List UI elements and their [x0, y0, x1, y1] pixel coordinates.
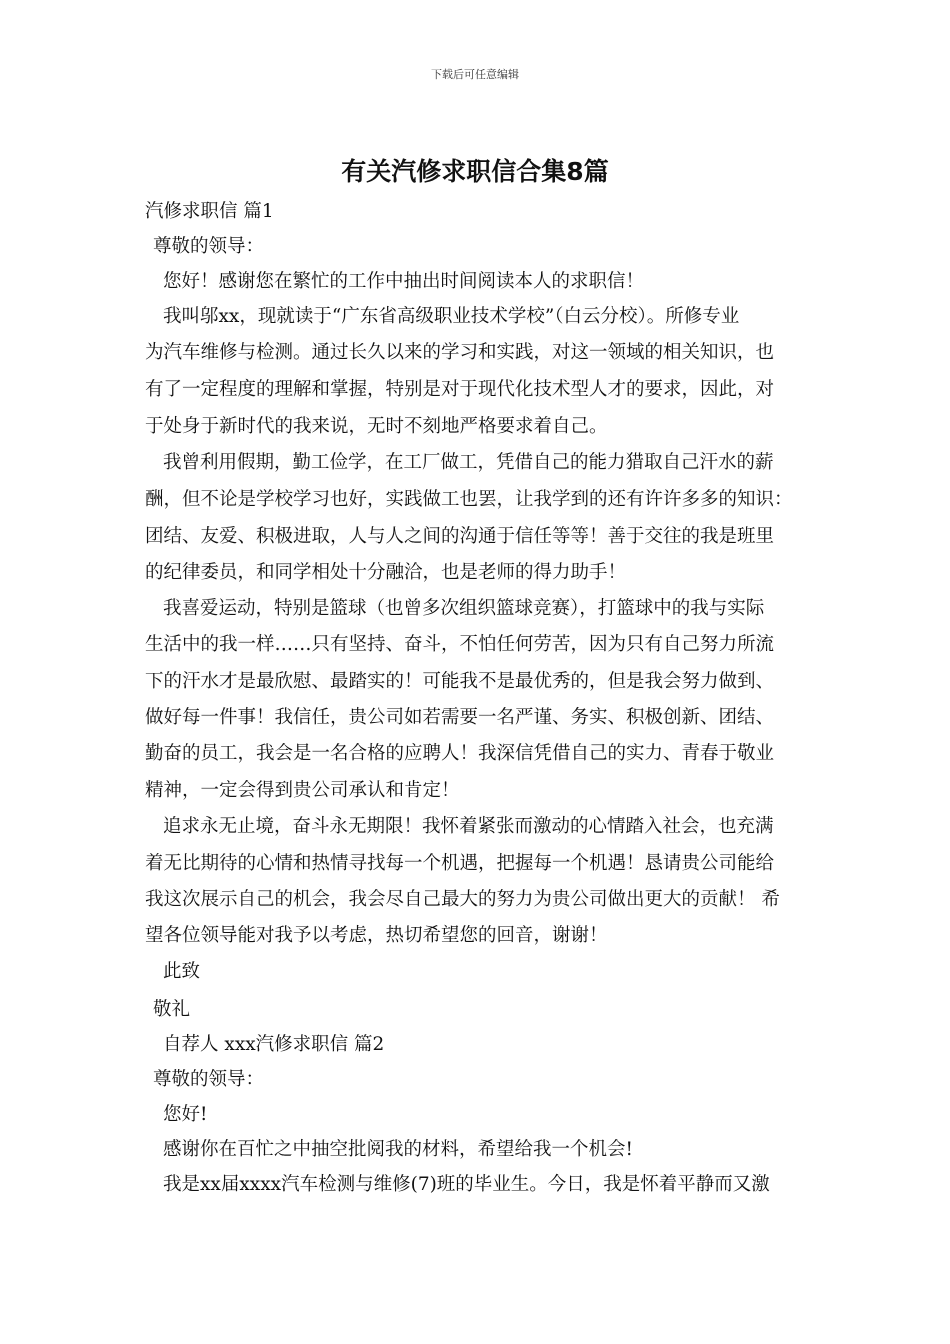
text-line: 为汽车维修与检测。通过长久以来的学习和实践，对这一领域的相关知识，也 [145, 342, 775, 363]
text-line: 生活中的我一样……只有坚持、奋斗，不怕任何劳苦，因为只有自己努力所流 [145, 634, 775, 655]
text-line: 尊敬的领导： [153, 236, 265, 257]
text-line: 我曾利用假期，勤工俭学，在工厂做工，凭借自己的能力猎取自己汗水的薪 [163, 452, 774, 473]
section-heading-line: 自荐人 xxx汽修求职信 篇2 [163, 1034, 385, 1055]
text-line: 下的汗水才是最欣慰、最踏实的！可能我不是最优秀的，但是我会努力做到、 [145, 671, 775, 692]
text-line: 的纪律委员，和同学相处十分融洽，也是老师的得力助手！ [145, 562, 627, 583]
text-line: 团结、友爱、积极进取，人与人之间的沟通于信任等等！善于交往的我是班里 [145, 526, 775, 547]
text-line: 我是xx届xxxx汽车检测与维修(7)班的毕业生。今日，我是怀着平静而又激 [163, 1174, 770, 1195]
text-line: 追求永无止境，奋斗永无期限！我怀着紧张而激动的心情踏入社会，也充满 [163, 816, 774, 837]
text-line: 做好每一件事！我信任，贵公司如若需要一名严谨、务实、积极创新、团结、 [145, 707, 775, 728]
text-line: 有了一定程度的理解和掌握，特别是对于现代化技术型人才的要求，因此，对 [145, 379, 775, 400]
text-line: 我叫邬xx，现就读于“广东省高级职业技术学校”（白云分校）。所修专业 [163, 306, 740, 327]
section-heading-line: 汽修求职信 篇1 [145, 201, 274, 222]
text-line: 您好！感谢您在繁忙的工作中抽出时间阅读本人的求职信！ [163, 271, 645, 292]
text-line: 敬礼 [153, 999, 191, 1020]
document-title: 有关汽修求职信合集8篇 [341, 157, 609, 186]
text-line: 我这次展示自己的机会，我会尽自己最大的努力为贵公司做出更大的贡献！ 希 [145, 889, 780, 910]
text-line: 感谢你在百忙之中抽空批阅我的材料，希望给我一个机会! [163, 1139, 633, 1160]
page-header: 下载后可任意编辑 [431, 68, 519, 81]
text-line: 我喜爱运动，特别是篮球（也曾多次组织篮球竞赛），打篮球中的我与实际 [163, 598, 765, 619]
text-line: 于处身于新时代的我来说，无时不刻地严格要求着自己。 [145, 416, 608, 437]
text-line: 尊敬的领导： [153, 1069, 265, 1090]
text-line: 望各位领导能对我予以考虑，热切希望您的回音，谢谢！ [145, 925, 608, 946]
text-line: 酬，但不论是学校学习也好，实践做工也罢，让我学到的还有许许多多的知识： [145, 489, 793, 510]
text-line: 精神，一定会得到贵公司承认和肯定！ [145, 780, 460, 801]
text-line: 勤奋的员工，我会是一名合格的应聘人！我深信凭借自己的实力、青春于敬业 [145, 743, 775, 764]
text-line: 您好! [163, 1104, 208, 1125]
text-line: 此致 [163, 961, 201, 982]
text-line: 着无比期待的心情和热情寻找每一个机遇，把握每一个机遇！恳请贵公司能给 [145, 853, 775, 874]
